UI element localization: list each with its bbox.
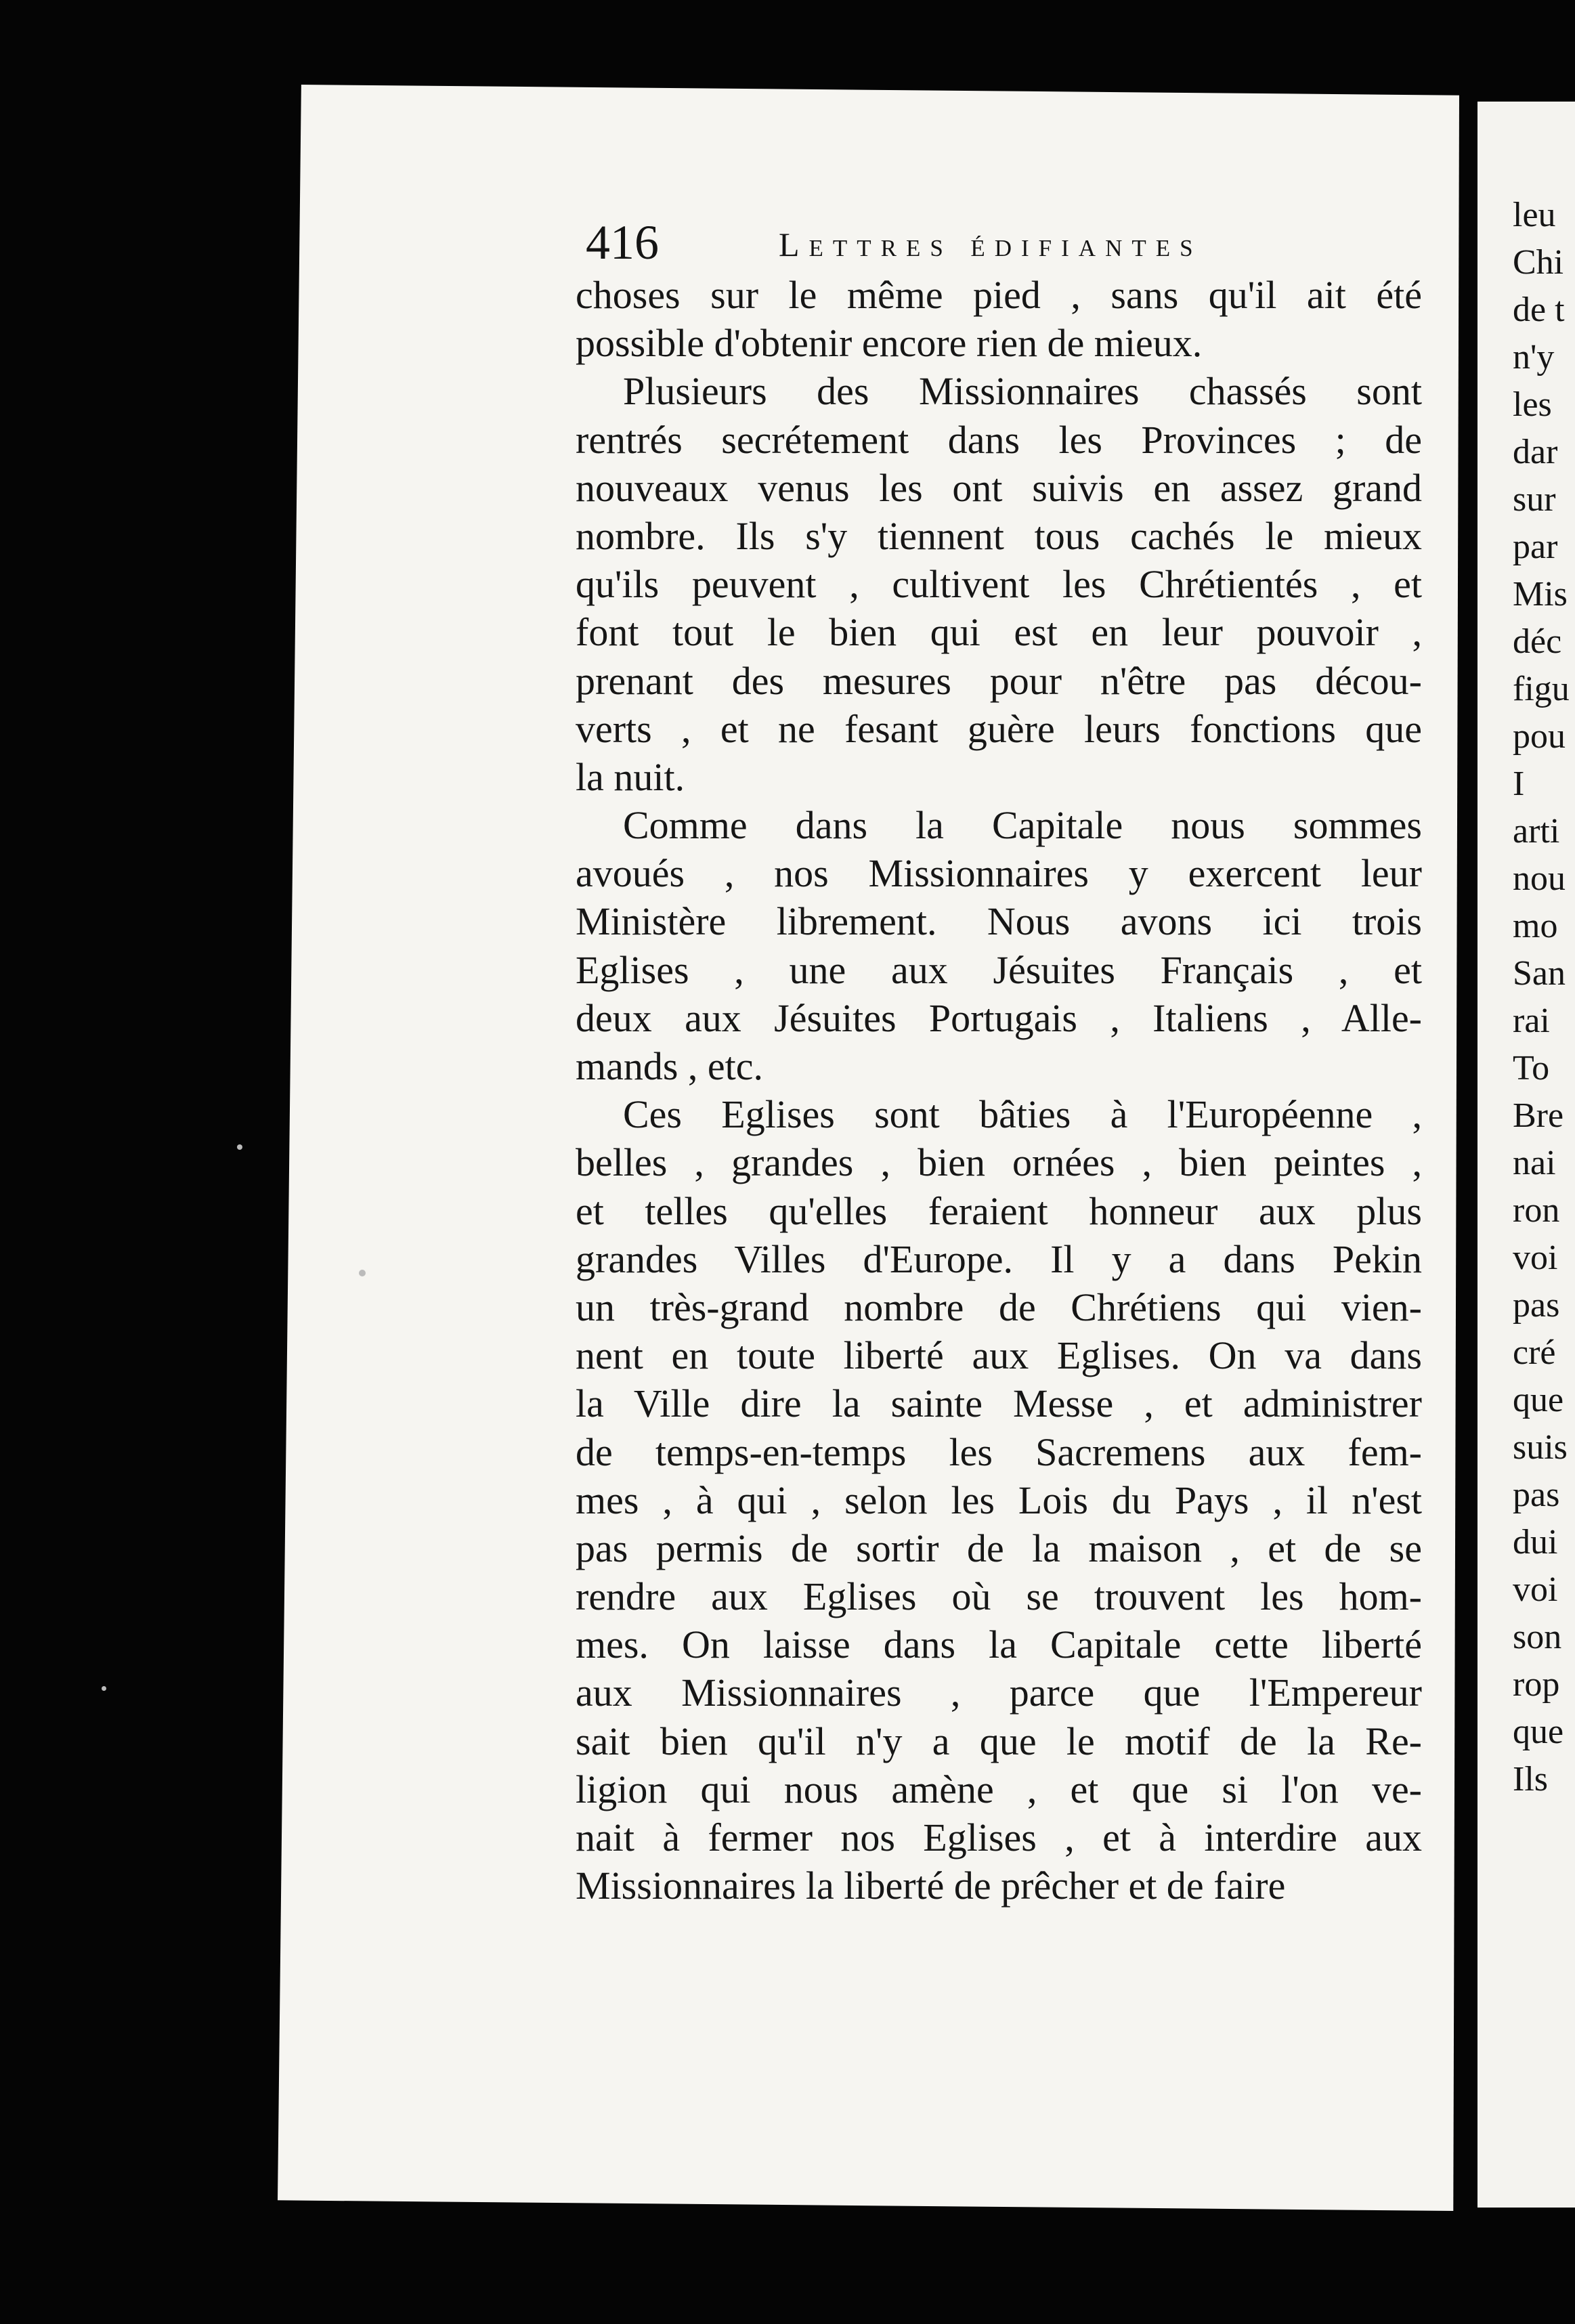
scan-speck [237,1144,242,1150]
adjacent-page-fragment: figu [1513,670,1570,708]
text-line: Eglises , une aux Jésuites Français , et [576,947,1422,992]
text-line: mands , etc. [576,1044,764,1088]
text-line: la nuit. [576,754,685,799]
text-line: nombre. Ils s'y tiennent tous cachés le mieux [576,513,1422,558]
adjacent-page-fragment: sur [1513,480,1556,519]
adjacent-page-fragment: Ils [1513,1760,1548,1799]
adjacent-page-fragment: Chi [1513,243,1564,282]
adjacent-page-fragment: Mis [1513,575,1568,614]
adjacent-page-fragment: nai [1513,1144,1556,1182]
text-line: sait bien qu'il n'y a que le motif de la Re- [576,1719,1422,1763]
text-line: la Ville dire la sainte Messe , et administrer [576,1381,1422,1426]
text-line: verts , et ne fesant guère leurs fonctions que [576,706,1422,751]
text-line: choses sur le même pied , sans qu'il ait été [576,273,1422,317]
text-line: de temps-en-temps les Sacremens aux fem- [576,1429,1422,1474]
adjacent-page-fragment: n'y [1513,338,1555,376]
adjacent-page-fragment: pou [1513,717,1566,756]
adjacent-page-fragment: que [1513,1713,1564,1751]
text-line: qu'ils peuvent , cultivent les Chrétientés , et [576,562,1422,607]
text-line: prenant des mesures pour n'être pas décou- [576,658,1422,703]
text-line: Ministère librement. Nous avons ici trois [576,899,1422,944]
text-line: avoués , nos Missionnaires y exercent leur [576,851,1422,896]
running-title: Lettres édifiantes [779,225,1203,263]
text-line: Missionnaires la liberté de prêcher et de faire [576,1864,1286,1908]
adjacent-page-fragment: rai [1513,1002,1550,1040]
adjacent-page-fragment: voi [1513,1570,1558,1609]
adjacent-page-fragment: San [1513,954,1566,993]
adjacent-page-fragment: voi [1513,1239,1558,1277]
text-line: rentrés secrétement dans les Provinces ; de [576,417,1422,462]
text-line: nent en toute liberté aux Eglises. On va dans [576,1333,1422,1378]
text-line: un très-grand nombre de Chrétiens qui vien- [576,1285,1422,1329]
text-line: font tout le bien qui est en leur pouvoir , [576,610,1422,655]
adjacent-page-fragment: pas [1513,1286,1560,1325]
text-line: aux Missionnaires , parce que l'Empereur [576,1671,1422,1715]
text-line: Ces Eglises sont bâties à l'Européenne , [623,1092,1422,1137]
adjacent-page-fragment: mo [1513,907,1558,945]
adjacent-page-fragment: To [1513,1049,1550,1088]
text-line: nouveaux venus les ont suivis en assez grand [576,465,1422,510]
text-line: Comme dans la Capitale nous sommes [623,803,1422,848]
scan-speck [359,1270,366,1276]
adjacent-page-fragment: suis [1513,1428,1568,1467]
adjacent-page-fragment: de t [1513,290,1565,329]
text-line: rendre aux Eglises où se trouvent les hom- [576,1574,1422,1619]
text-line: pas permis de sortir de la maison , et de se [576,1526,1422,1570]
adjacent-page-fragment: rop [1513,1665,1560,1704]
body-text [576,271,1422,1910]
text-line: ligion qui nous amène , et que si l'on ve- [576,1767,1422,1811]
page-header [586,215,1419,270]
text-line: mes , à qui , selon les Lois du Pays , il n'est [576,1478,1422,1522]
adjacent-page-fragment: I [1513,765,1525,803]
text-line: et telles qu'elles feraient honneur aux plus [576,1188,1422,1233]
adjacent-page-fragment: par [1513,528,1558,566]
text-line: grandes Villes d'Europe. Il y a dans Pekin [576,1236,1422,1281]
adjacent-page-fragment: cré [1513,1333,1556,1372]
adjacent-page-fragment: dar [1513,433,1558,471]
page-number: 416 [586,215,659,270]
text-line: belles , grandes , bien ornées , bien peintes , [576,1140,1422,1185]
adjacent-page-fragment: que [1513,1381,1564,1419]
adjacent-page-edge [1477,102,1575,2208]
text-line: deux aux Jésuites Portugais , Italiens , Alle- [576,995,1422,1040]
scan-speck [102,1686,106,1691]
adjacent-page-fragment: nou [1513,859,1566,898]
adjacent-page-fragment: arti [1513,812,1560,851]
adjacent-page-fragment: pas [1513,1476,1560,1514]
adjacent-page-fragment: les [1513,385,1552,424]
adjacent-page-fragment: dui [1513,1523,1558,1562]
adjacent-page-fragment: déc [1513,622,1562,661]
adjacent-page-fragment: leu [1513,196,1556,234]
text-line: possible d'obtenir encore rien de mieux. [576,321,1203,366]
text-line: mes. On laisse dans la Capitale cette liberté [576,1622,1422,1667]
adjacent-page-fragment: Bre [1513,1096,1564,1135]
text-line: Plusieurs des Missionnaires chassés sont [623,369,1422,414]
adjacent-page-fragment: ron [1513,1191,1560,1230]
adjacent-page-fragment: son [1513,1618,1562,1656]
text-line: nait à fermer nos Eglises , et à interdire aux [576,1815,1422,1859]
